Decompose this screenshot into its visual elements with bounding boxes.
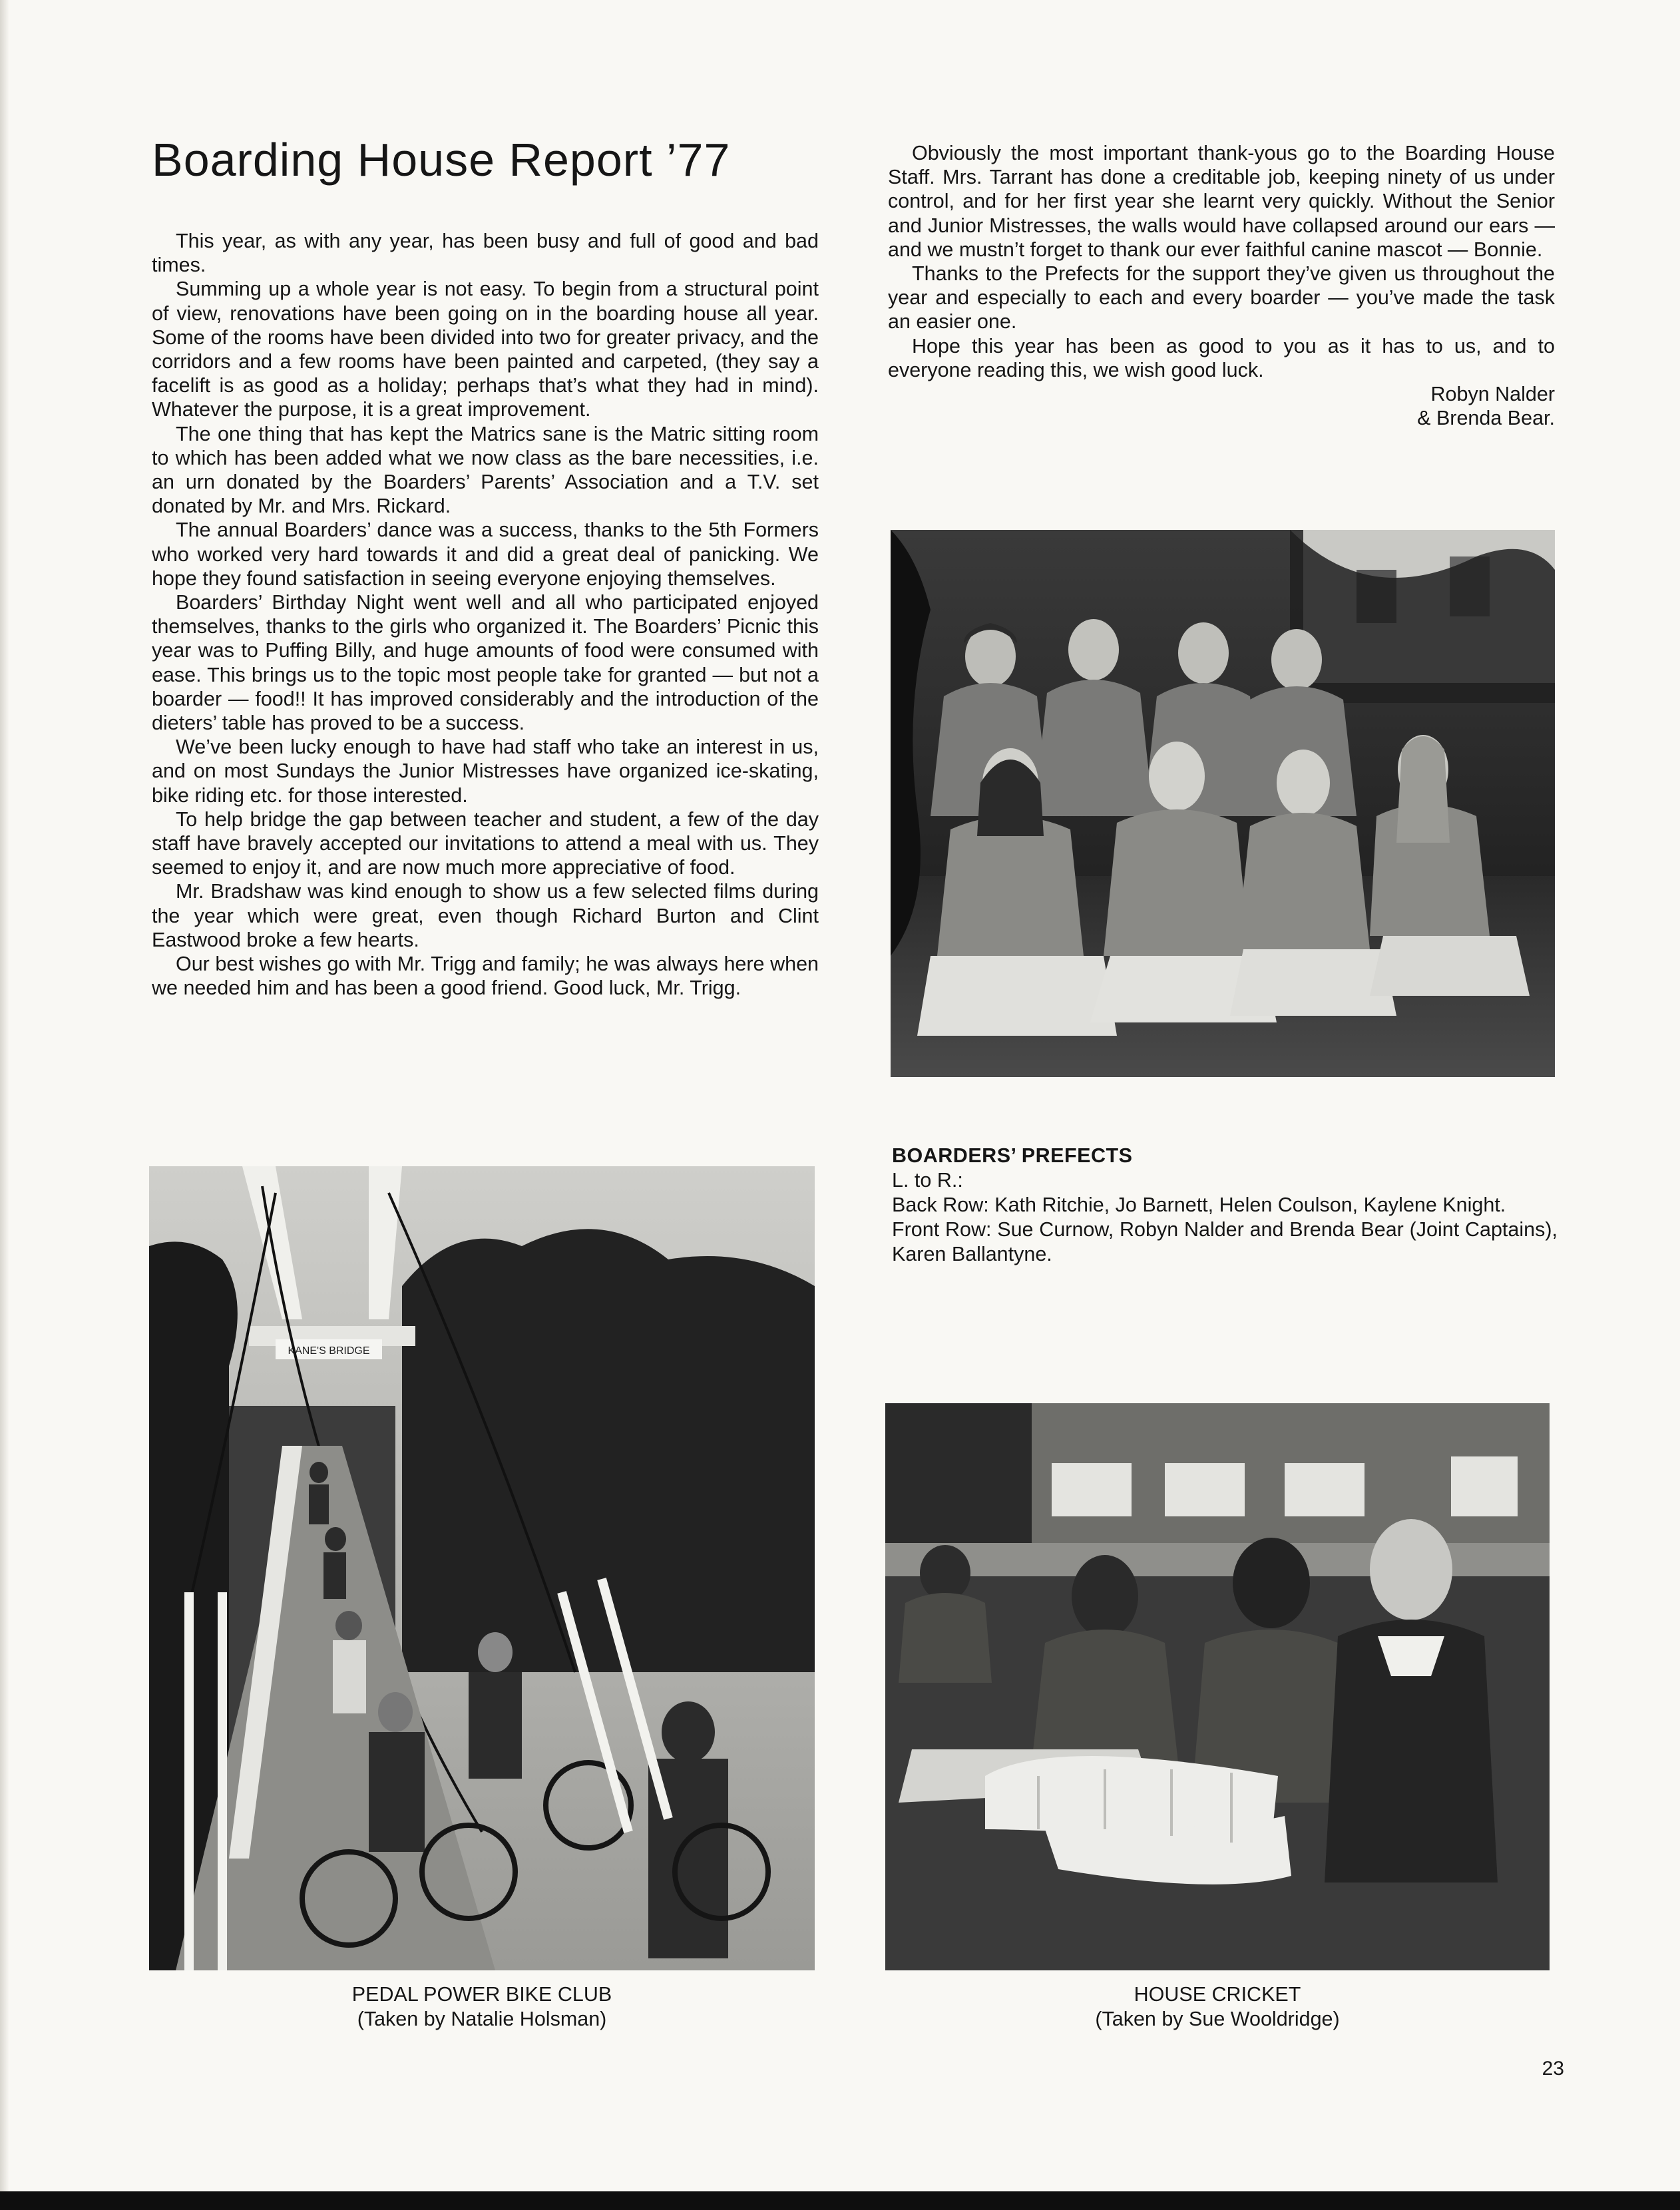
paragraph: Boarders’ Birthday Night went well and all who participated enjoyed themselves, thanks to the girls who organized it. The Boarders’ Picnic this year was to Puffing Billy, and huge amounts of food were consumed with ease. This brings us to the topic most people take for granted — but not a boarder — food!! It has improved considerably and the introduction of the dieters’ table has proved to be a success. xyxy=(152,591,819,735)
paragraph: Our best wishes go with Mr. Trigg and family; he was always here when we needed him and has been a good friend. Good luck, Mr. Trigg. xyxy=(152,953,819,1000)
prefects-photo xyxy=(891,530,1555,1077)
paragraph: The annual Boarders’ dance was a success, thanks to the 5th Formers who worked very hard towards it and did a great deal of panicking. We hope they found satisfaction in seeing everyone enjoying themselves. xyxy=(152,519,819,590)
scan-border xyxy=(0,2191,1680,2210)
bike-club-photo-image xyxy=(149,1166,815,1970)
bridge-sign-text: KANE'S BRIDGE xyxy=(288,1345,370,1357)
paragraph: Obviously the most important thank-yous go to the Boarding House Staff. Mrs. Tarrant has done a creditable job, keeping ninety of us under control, and for her first year she learnt very quickly. Without the Senior and Junior Mistresses, the walls would have collapsed around our ears — and we mustn’t forget to thank our ever faithful canine mascot — Bonnie. xyxy=(888,142,1555,261)
bike-club-photo xyxy=(149,1166,815,1970)
paragraph: Mr. Bradshaw was kind enough to show us a few selected films during the year which were great, even though Richard Burton and Clint Eastwood broke a few hearts. xyxy=(152,880,819,951)
right-column xyxy=(888,141,1555,430)
paragraph: This year, as with any year, has been busy and full of good and bad times. xyxy=(152,230,819,277)
page-binding-shadow xyxy=(0,0,9,2191)
caption-heading: BOARDERS’ PREFECTS xyxy=(892,1144,1133,1167)
prefects-caption xyxy=(892,1144,1558,1267)
page-title: Boarding House Report ’77 xyxy=(152,134,731,186)
prefects-photo-image xyxy=(891,530,1555,1077)
left-column xyxy=(152,229,819,1000)
caption-order: L. to R.: xyxy=(892,1169,963,1192)
caption-title: PEDAL POWER BIKE CLUB xyxy=(351,1983,612,2006)
paragraph: The one thing that has kept the Matrics sane is the Matric sitting room to which has been added what we now class as the bare necessities, i.e. an urn donated by the Boarders’ Parents’ Association and a T.V. set donated by Mr. and Mrs. Rickard. xyxy=(152,422,819,518)
page-number: 23 xyxy=(1542,2058,1564,2080)
paragraph: Thanks to the Prefects for the support they’ve given us throughout the year and especially to each and every boarder — you’ve made the task an easier one. xyxy=(888,262,1555,333)
house-cricket-photo-image xyxy=(885,1403,1550,1970)
signature-line-2: & Brenda Bear. xyxy=(1417,407,1555,430)
caption-back-row: Back Row: Kath Ritchie, Jo Barnett, Helen Coulson, Kaylene Knight. xyxy=(892,1194,1506,1216)
caption-title: HOUSE CRICKET xyxy=(1134,1983,1301,2006)
paragraph: Hope this year has been as good to you as it has to us, and to everyone reading this, we wish good luck. xyxy=(888,334,1555,381)
paragraph: Summing up a whole year is not easy. To begin from a structural point of view, renovations have been going on in the boarding house all year. Some of the rooms have been divided into two for greater privacy, and the corridors and a few rooms have been painted and carpeted, (they say a facelift is as good as a holiday; perhaps that’s what they had in mind). Whatever the purpose, it is a great improvement. xyxy=(152,278,819,421)
house-cricket-caption xyxy=(885,1982,1550,2032)
bike-club-caption xyxy=(149,1982,815,2032)
signature-line-1: Robyn Nalder xyxy=(1430,383,1555,406)
house-cricket-photo xyxy=(885,1403,1550,1970)
caption-credit: (Taken by Sue Wooldridge) xyxy=(1095,2008,1340,2030)
caption-credit: (Taken by Natalie Holsman) xyxy=(357,2008,607,2030)
caption-front-row: Front Row: Sue Curnow, Robyn Nalder and Brenda Bear (Joint Captains), Karen Ballantyne. xyxy=(892,1218,1558,1265)
paragraph: To help bridge the gap between teacher and student, a few of the day staff have bravely accepted our invitations to attend a meal with us. They seemed to enjoy it, and are now much more appreciative of food. xyxy=(152,807,819,879)
paragraph: We’ve been lucky enough to have had staff who take an interest in us, and on most Sundays the Junior Mistresses have organized ice-skating, bike riding etc. for those interested. xyxy=(152,736,819,807)
